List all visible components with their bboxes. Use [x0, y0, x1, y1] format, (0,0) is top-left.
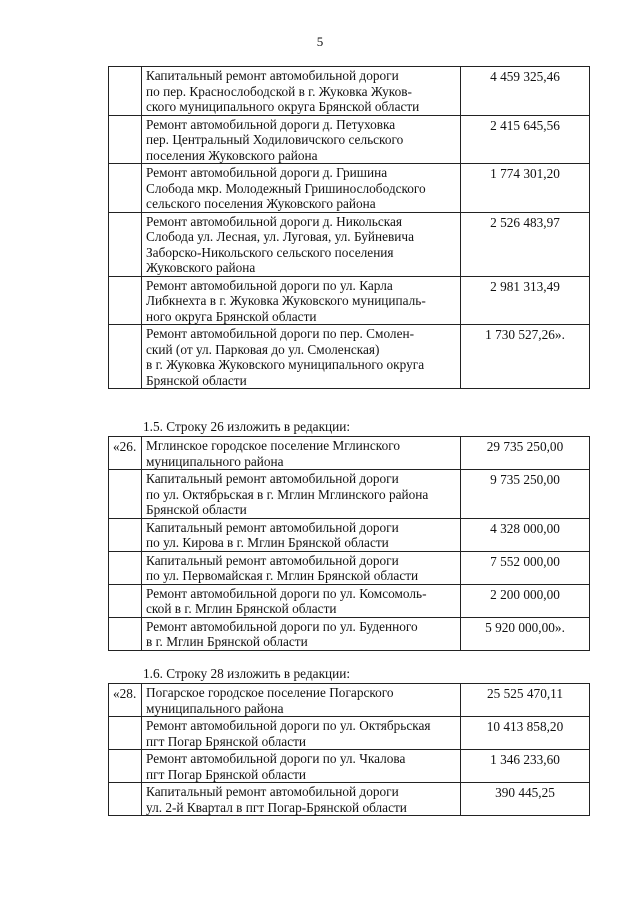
description-line: Ремонт автомобильной дороги по ул. Октябрьская	[146, 718, 431, 733]
row-number-cell	[109, 750, 142, 783]
amount-cell: 2 526 483,97	[461, 212, 590, 276]
row-number-cell	[109, 617, 142, 650]
table-section-3	[108, 683, 590, 816]
description-line: Ремонт автомобильной дороги д. Никольская	[146, 213, 403, 229]
row-number-cell: «26.	[109, 437, 142, 470]
description-line: муниципального района	[146, 453, 284, 469]
description-line: Брянской области	[146, 502, 247, 517]
description-line: по ул. Первомайская г. Мглин Брянской области	[146, 568, 419, 583]
description-line: Ремонт автомобильной дороги по ул. Буденного	[146, 618, 418, 634]
description-line: Заборско-Никольского сельского поселения	[146, 244, 394, 260]
description-line: Слобода ул. Лесная, ул. Луговая, ул. Буйневича	[146, 229, 415, 244]
page-number: 5	[316, 34, 324, 49]
amount-cell: 10 413 858,20	[461, 717, 590, 750]
description-cell	[142, 717, 461, 750]
row-number-cell	[109, 164, 142, 213]
amount-cell: 9 735 250,00	[461, 470, 590, 519]
description-cell	[142, 783, 461, 816]
row-number-cell	[109, 717, 142, 750]
table-row	[109, 750, 590, 783]
description-line: по пер. Краснослободской в г. Жуковка Жуков-	[146, 83, 412, 99]
description-line: муниципального района	[146, 700, 284, 716]
description-line: Ремонт автомобильной дороги по ул. Чкалова	[146, 751, 406, 766]
description-line: ской в г. Мглин Брянской области	[146, 601, 337, 616]
description-cell	[142, 276, 461, 325]
row-number-cell	[109, 783, 142, 816]
description-line: пгт Погар Брянской области	[146, 733, 307, 749]
description-line: Ремонт автомобильной дороги д. Петуховка	[146, 116, 396, 132]
amount-cell: 1 730 527,26».	[461, 325, 590, 389]
table-row	[109, 212, 590, 276]
table-row	[109, 617, 590, 650]
description-cell	[142, 437, 461, 470]
description-line: Жуковского района	[146, 260, 256, 275]
table-row	[109, 684, 590, 717]
description-line: Капитальный ремонт автомобильной дороги	[146, 552, 399, 568]
row-number-cell	[109, 115, 142, 164]
table-section-1	[108, 66, 590, 389]
description-line: сельского поселения Жуковского района	[146, 196, 376, 211]
description-cell	[142, 518, 461, 551]
amount-cell: 7 552 000,00	[461, 551, 590, 584]
amount-cell: 5 920 000,00».	[461, 617, 590, 650]
description-cell	[142, 325, 461, 389]
description-line: Либкнехта в г. Жуковка Жуковского муниципаль-	[146, 293, 426, 308]
row-number-cell	[109, 551, 142, 584]
description-line: Мглинское городское поселение Мглинского	[146, 438, 400, 453]
description-line: Капитальный ремонт автомобильной дороги	[146, 68, 399, 83]
description-line: в г. Мглин Брянской области	[146, 634, 308, 649]
amendment-note-row-26: 1.5. Строку 26 изложить в редакции:	[143, 419, 351, 434]
table-row	[109, 115, 590, 164]
description-cell	[142, 551, 461, 584]
row-number-cell	[109, 584, 142, 617]
table-section-2	[108, 436, 590, 651]
description-line: Капитальный ремонт автомобильной дороги	[146, 784, 399, 799]
description-line: Брянской области	[146, 372, 247, 388]
amount-cell: 1 346 233,60	[461, 750, 590, 783]
description-cell	[142, 684, 461, 717]
description-cell	[142, 164, 461, 213]
table-row	[109, 276, 590, 325]
description-line: Погарское городское поселение Погарского	[146, 685, 394, 700]
table-row	[109, 470, 590, 519]
description-line: ский (от ул. Парковая до ул. Смоленская)	[146, 341, 380, 357]
description-line: по ул. Кирова в г. Мглин Брянской области	[146, 535, 389, 550]
description-line: Слобода мкр. Молодежный Гришинослободского	[146, 180, 426, 196]
amendment-note-row-28: 1.6. Строку 28 изложить в редакции:	[143, 666, 351, 681]
table-row	[109, 325, 590, 389]
row-number-cell	[109, 470, 142, 519]
description-cell	[142, 470, 461, 519]
amount-cell: 4 328 000,00	[461, 518, 590, 551]
amount-cell: 2 981 313,49	[461, 276, 590, 325]
amount-cell: 1 774 301,20	[461, 164, 590, 213]
row-number-cell	[109, 212, 142, 276]
description-line: Ремонт автомобильной дороги по ул. Карла	[146, 277, 393, 293]
description-line: ул. 2-й Квартал в пгт Погар-Брянской области	[146, 799, 407, 815]
table-row	[109, 518, 590, 551]
description-cell	[142, 584, 461, 617]
amount-cell: 25 525 470,11	[461, 684, 590, 717]
description-cell	[142, 67, 461, 116]
row-number-cell	[109, 518, 142, 551]
description-cell	[142, 750, 461, 783]
description-line: Капитальный ремонт автомобильной дороги	[146, 471, 399, 486]
table-row	[109, 551, 590, 584]
amount-cell: 2 200 000,00	[461, 584, 590, 617]
table-row	[109, 783, 590, 816]
table-row	[109, 437, 590, 470]
description-line: Капитальный ремонт автомобильной дороги	[146, 519, 399, 535]
description-cell	[142, 212, 461, 276]
description-line: Ремонт автомобильной дороги по пер. Смолен-	[146, 326, 415, 341]
description-cell	[142, 115, 461, 164]
row-number-cell	[109, 276, 142, 325]
table-row	[109, 584, 590, 617]
description-line: ского муниципального округа Брянской области	[146, 99, 420, 114]
description-line: по ул. Октябрьская в г. Мглин Мглинского района	[146, 486, 429, 502]
description-line: ного округа Брянской области	[146, 308, 317, 324]
row-number-cell	[109, 67, 142, 116]
description-line: Ремонт автомобильной дороги по ул. Комсомоль-	[146, 585, 427, 601]
description-line: в г. Жуковка Жуковского муниципального округа	[146, 357, 425, 372]
amount-cell: 29 735 250,00	[461, 437, 590, 470]
amount-cell: 390 445,25	[461, 783, 590, 816]
description-cell	[142, 617, 461, 650]
table-row	[109, 717, 590, 750]
description-line: Ремонт автомобильной дороги д. Гришина	[146, 165, 388, 180]
description-line: пгт Погар Брянской области	[146, 766, 307, 782]
row-number-cell: «28.	[109, 684, 142, 717]
description-line: пер. Центральный Ходиловичского сельского	[146, 132, 404, 147]
table-row	[109, 67, 590, 116]
description-line: поселения Жуковского района	[146, 147, 318, 163]
row-number-cell	[109, 325, 142, 389]
table-row	[109, 164, 590, 213]
amount-cell: 2 415 645,56	[461, 115, 590, 164]
amount-cell: 4 459 325,46	[461, 67, 590, 116]
